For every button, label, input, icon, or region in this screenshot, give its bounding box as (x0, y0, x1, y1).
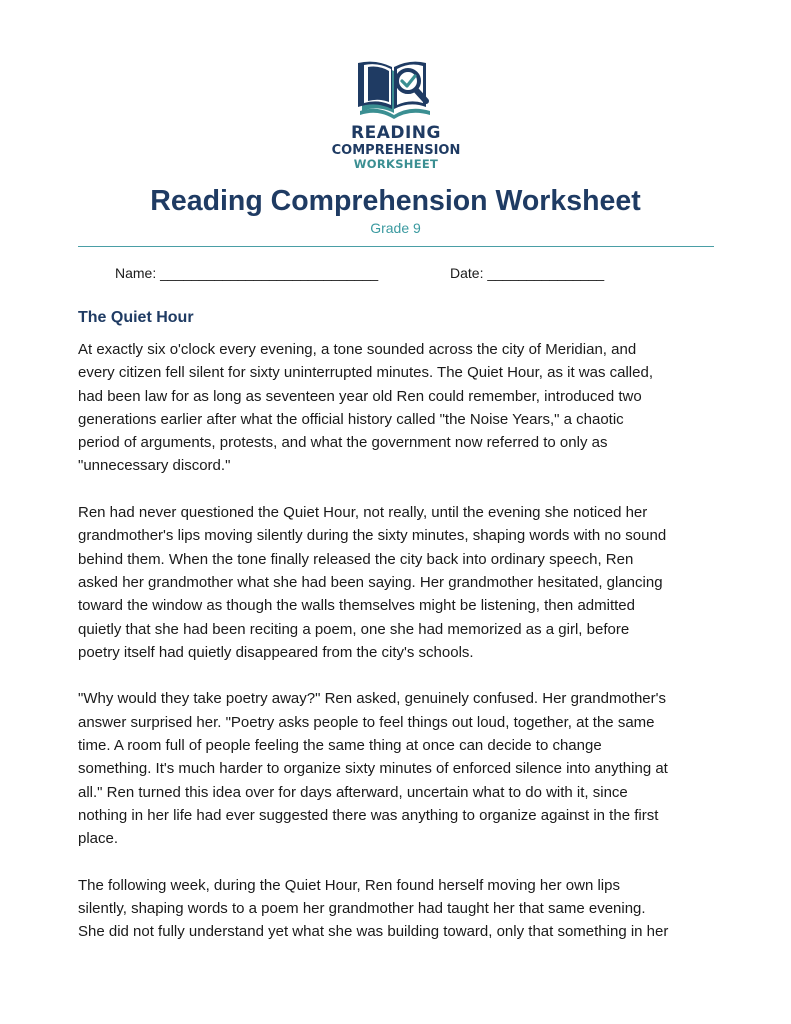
book-magnifier-check-icon (356, 53, 436, 119)
story-paragraph-1: At exactly six o'clock every evening, a tone sounded across the city of Meridian, and every citizen fell silent for sixty uninterrupted minutes. The Quiet Hour, as it was called, had been law for as long as seventeen year old Ren could remember, introduced two generations earlier after what the official history called "the Noise Years," a chaotic period of arguments, protests, and what the government now referred to only as "unnecessary discord." (78, 341, 653, 475)
grade-label: Grade 9 (370, 220, 421, 236)
story-paragraph-2: Ren had never questioned the Quiet Hour, not really, until the evening she noticed her grandmother's lips moving silently during the sixty minutes, shaping words with no sound behind them. When the tone finally released the city back into ordinary speech, Ren asked her grandmother what she had been saying. Her grandmother hesitated, glancing toward the window as though the walls themselves might be listening, then admitted quietly that she had been reciting a poem, one she had memorized as a girl, before poetry itself had quietly disappeared from the city's schools. (78, 504, 667, 661)
story-paragraph-4: The following week, during the Quiet Hour, Ren found herself moving her own lips silently, shaping words to a poem her grandmother had taught her that same evening. She did not fully understand yet what she was building toward, only that something in her (78, 876, 669, 941)
header-divider (78, 246, 714, 247)
logo-text-reading: READING (351, 123, 441, 143)
name-field[interactable]: Name: ____________________________ (115, 265, 379, 281)
page-title: Reading Comprehension Worksheet (150, 185, 641, 217)
logo-text-comprehension: COMPREHENSION (331, 143, 461, 158)
story-title: The Quiet Hour (78, 309, 194, 326)
story-paragraph-3: "Why would they take poetry away?" Ren asked, genuinely confused. Her grandmother's answer surprised her. "Poetry asks people to feel things out loud, together, at the same time. A room full of people feeling the same thing at once can decide to change something. It's much harder to organize sixty minutes of enforced silence into anything at all." Ren turned this idea over for days afterward, uncertain what to do with it, since nothing in her life had ever suggested there was anything to organize against in the first place. (78, 690, 668, 848)
worksheet-logo (318, 53, 474, 175)
logo-text-worksheet: WORKSHEET (353, 157, 439, 171)
date-field[interactable]: Date: _______________ (450, 265, 605, 281)
story-text (78, 338, 718, 967)
